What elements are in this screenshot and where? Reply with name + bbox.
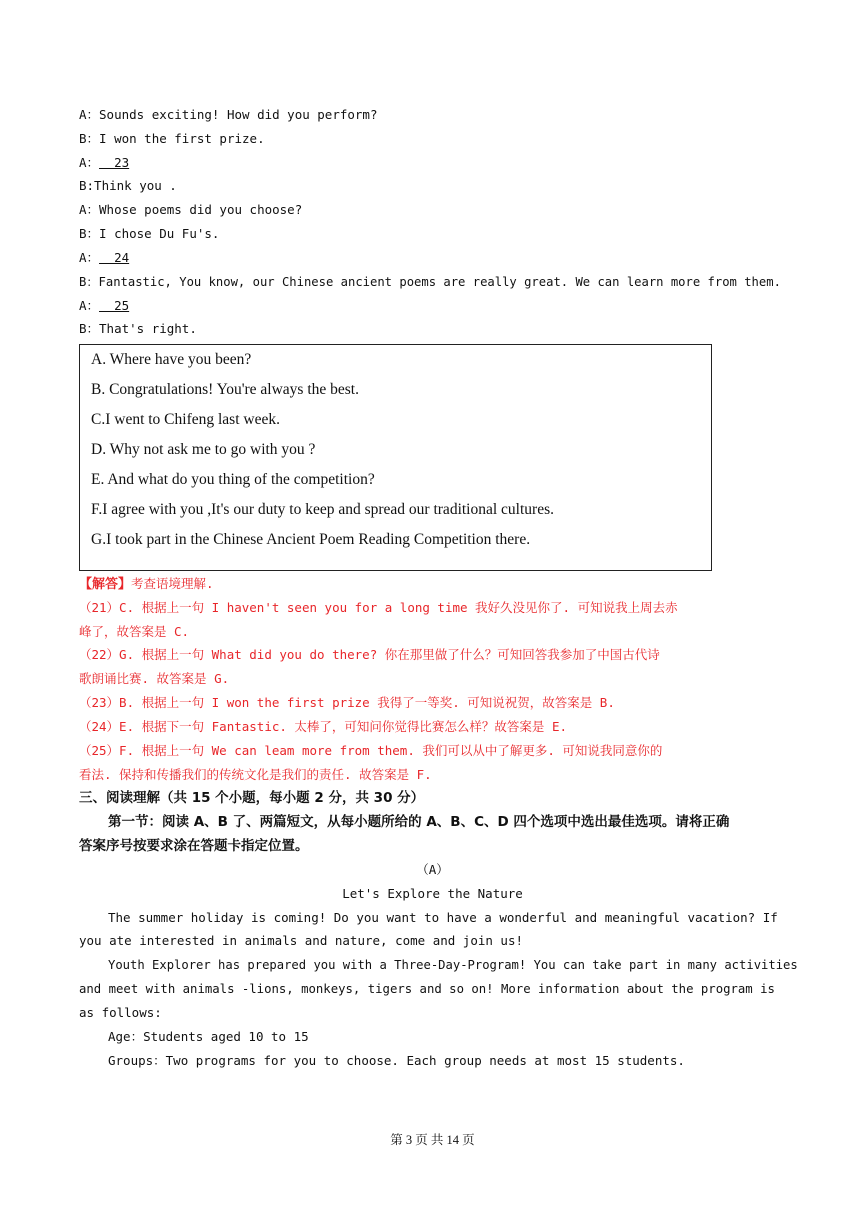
answer-line: 看法. 保持和传播我们的传统文化是我们的责任. 故答案是 F. <box>79 767 432 782</box>
passage-paragraph: and meet with animals -lions, monkeys, tigers and so on! More information about the program is <box>79 982 775 996</box>
section-title: 三、阅读理解（共 15 个小题，每小题 2 分，共 30 分） <box>79 790 425 806</box>
dialogue-line: B:Think you . <box>79 178 177 193</box>
dialogue-line: A：Sounds exciting! How did you perform? <box>79 107 378 122</box>
answer-intro <box>79 575 214 593</box>
dialogue-line <box>79 250 129 266</box>
option-c: C.I went to Chifeng last week. <box>91 411 280 428</box>
option-a: A. Where have you been? <box>91 351 252 368</box>
dialogue-line: A：Whose poems did you choose? <box>79 202 303 217</box>
option-e: E. And what do you thing of the competition? <box>91 471 375 488</box>
dialogue-line <box>79 155 129 171</box>
passage-label: （A） <box>416 862 449 877</box>
dialogue-line: B：I chose Du Fu's. <box>79 226 220 241</box>
passage-paragraph: Youth Explorer has prepared you with a Three-Day-Program! You can take part in many activities <box>108 958 798 972</box>
answer-blank: 24 <box>99 250 130 265</box>
answer-line: （22）G. 根据上一句 What did you do there? 你在那里做了什么？可知回答我参加了中国古代诗 <box>79 647 660 662</box>
passage-paragraph: as follows: <box>79 1005 162 1020</box>
dialogue-line: B：I won the first prize. <box>79 131 265 146</box>
page-number: 第 3 页 共 14 页 <box>390 1133 475 1147</box>
answer-line: （24）E. 根据下一句 Fantastic. 太棒了，可知问你觉得比赛怎么样？故答案是 E. <box>79 719 568 734</box>
option-g: G.I took part in the Chinese Ancient Poem Reading Competition there. <box>91 531 531 548</box>
option-b: B. Congratulations! You're always the best. <box>91 381 359 398</box>
dialogue-line: B：That's right. <box>79 321 197 336</box>
dialogue-line: B：Fantastic, You know, our Chinese ancient poems are really great. We can learn more from them. <box>79 275 781 289</box>
answer-blank: 25 <box>99 298 130 313</box>
answer-line: 峰了，故答案是 C. <box>79 624 190 639</box>
answer-line: 歌朗诵比赛. 故答案是 G. <box>79 671 230 686</box>
dialogue-line <box>79 298 129 314</box>
answer-intro-text: 考查语境理解. <box>131 576 214 591</box>
passage-paragraph: The summer holiday is coming! Do you want to have a wonderful and meaningful vacation? If <box>108 910 778 925</box>
speaker: A： <box>79 298 100 313</box>
passage-age: Age：Students aged 10 to 15 <box>108 1029 309 1044</box>
option-d: D. Why not ask me to go with you ? <box>91 441 316 458</box>
answer-blank: 23 <box>99 155 130 170</box>
options-box <box>79 344 712 571</box>
section-instruction: 第一节：阅读 A、B 了、两篇短文，从每小题所给的 A、B、C、D 四个选项中选出最佳选项。请将正确 <box>108 814 730 830</box>
passage-title: Let's Explore the Nature <box>342 886 523 901</box>
section-instruction: 答案序号按要求涂在答题卡指定位置。 <box>79 838 309 854</box>
speaker: A： <box>79 155 100 170</box>
passage-paragraph: you ate interested in animals and nature, come and join us! <box>79 933 524 948</box>
passage-groups: Groups：Two programs for you to choose. Each group needs at most 15 students. <box>108 1053 685 1068</box>
speaker: A： <box>79 250 100 265</box>
answer-line: （23）B. 根据上一句 I won the first prize 我得了一等奖. 可知说祝贺，故答案是 B. <box>79 695 615 710</box>
answer-line: （25）F. 根据上一句 We can leam more from them. 我们可以从中了解更多. 可知说我同意你的 <box>79 743 663 758</box>
answer-label: 【解答】 <box>79 577 132 592</box>
answer-line: （21）C. 根据上一句 I haven't seen you for a long time 我好久没见你了. 可知说我上周去赤 <box>79 600 678 615</box>
option-f: F.I agree with you ,It's our duty to keep and spread our traditional cultures. <box>91 501 554 518</box>
